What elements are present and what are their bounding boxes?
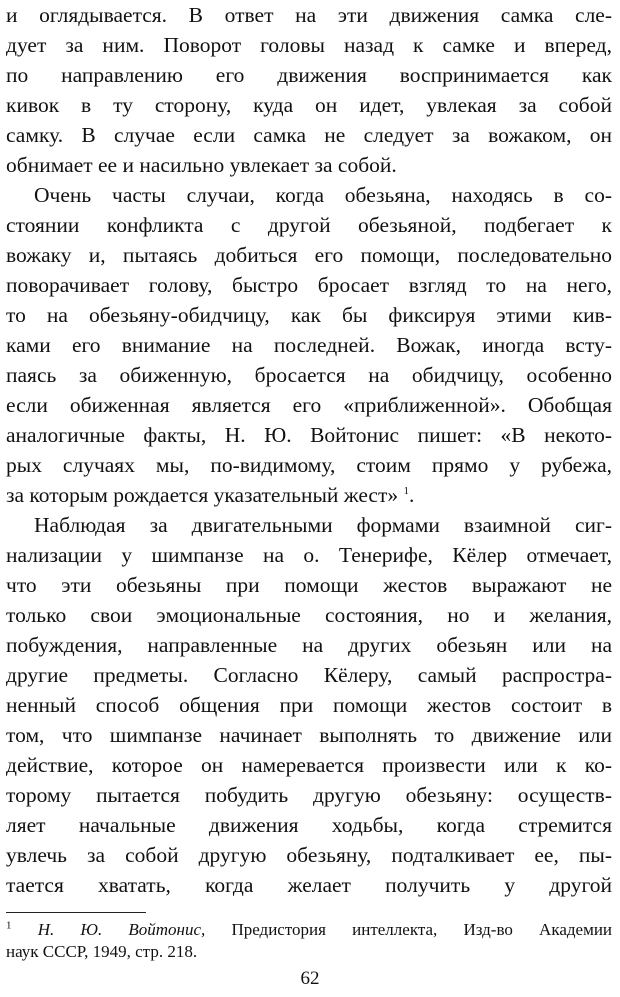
footnote-reference: 1 (403, 484, 409, 497)
text-line: увлечь за собой другую обезьяну, подталкивает ее, пы- (6, 843, 612, 867)
footnote-line (6, 918, 612, 942)
text-line: дует за ним. Поворот головы назад к самке и вперед, (6, 33, 612, 57)
text-line: что эти обезьяны при помощи жестов выражают не (6, 573, 612, 597)
text-line: и оглядывается. В ответ на эти движения самка сле- (6, 3, 612, 27)
footnote-divider (6, 912, 146, 913)
text-line: по направлению его движения воспринимается как (6, 63, 612, 87)
text-line: стоянии конфликта с другой обезьяной, подбегает к (6, 213, 612, 237)
text-line: том, что шимпанзе начинает выполнять то движение или (6, 723, 612, 747)
text-line: Очень часты случаи, когда обезьяна, находясь в со- (34, 183, 612, 207)
text-line: обнимает ее и насильно увлекает за собой. (6, 153, 397, 177)
text-line: ками его внимание на последней. Вожак, иногда всту- (6, 333, 612, 357)
footnote-line: наук СССР, 1949, стр. 218. (6, 942, 198, 961)
text-line: поворачивает голову, быстро бросает взгляд то на него, (6, 273, 612, 297)
text-line: нализации у шимпанзе на о. Тенерифе, Кёлер отмечает, (6, 543, 612, 567)
text-line: Наблюдая за двигательными формами взаимной сиг- (34, 513, 612, 537)
text-line: самку. В случае если самка не следует за вожаком, он (6, 123, 612, 147)
text-line: вожаку и, пытаясь добиться его помощи, последовательно (6, 243, 612, 267)
text-line: торому пытается побудить другую обезьяну: осуществ- (6, 783, 612, 807)
footnote-marker: 1 (6, 919, 12, 932)
text-line: аналогичные факты, Н. Ю. Войтонис пишет: «В некото- (6, 423, 612, 447)
footnote-author: Н. Ю. Войтонис, (37, 920, 206, 939)
text-line: ляет начальные движения ходьбы, когда стремится (6, 813, 612, 837)
text-line: тается хватать, когда желает получить у другой (6, 873, 612, 897)
text-line: действие, которое он намеревается произвести или к ко- (6, 753, 612, 777)
text-line: то на обезьяну-обидчицу, как бы фиксируя этими кив- (6, 303, 612, 327)
footnote-text: Предистория интеллекта, Изд-во Академии (231, 920, 613, 939)
text-line: если обиженная является его «приближенной». Обобщая (6, 393, 612, 417)
text-line: за которым рождается указательный жест» $^1$. (6, 483, 415, 507)
text-line: только свои эмоциональные состояния, но и желания, (6, 603, 612, 627)
text-line: другие предметы. Согласно Кёлеру, самый распростра- (6, 663, 612, 687)
text-line: рых случаях мы, по-видимому, стоим прямо у рубежа, (6, 453, 612, 477)
text-line-content: за которым рождается указательный жест» (6, 483, 399, 507)
text-line: ненный способ общения при помощи жестов состоит в (6, 693, 612, 717)
text-line: паясь за обиженную, бросается на обидчицу, особенно (6, 363, 612, 387)
page-number: 62 (300, 968, 320, 989)
text-line: побуждения, направленные на других обезьян или на (6, 633, 612, 657)
text-line: кивок в ту сторону, куда он идет, увлекая за собой (6, 93, 612, 117)
